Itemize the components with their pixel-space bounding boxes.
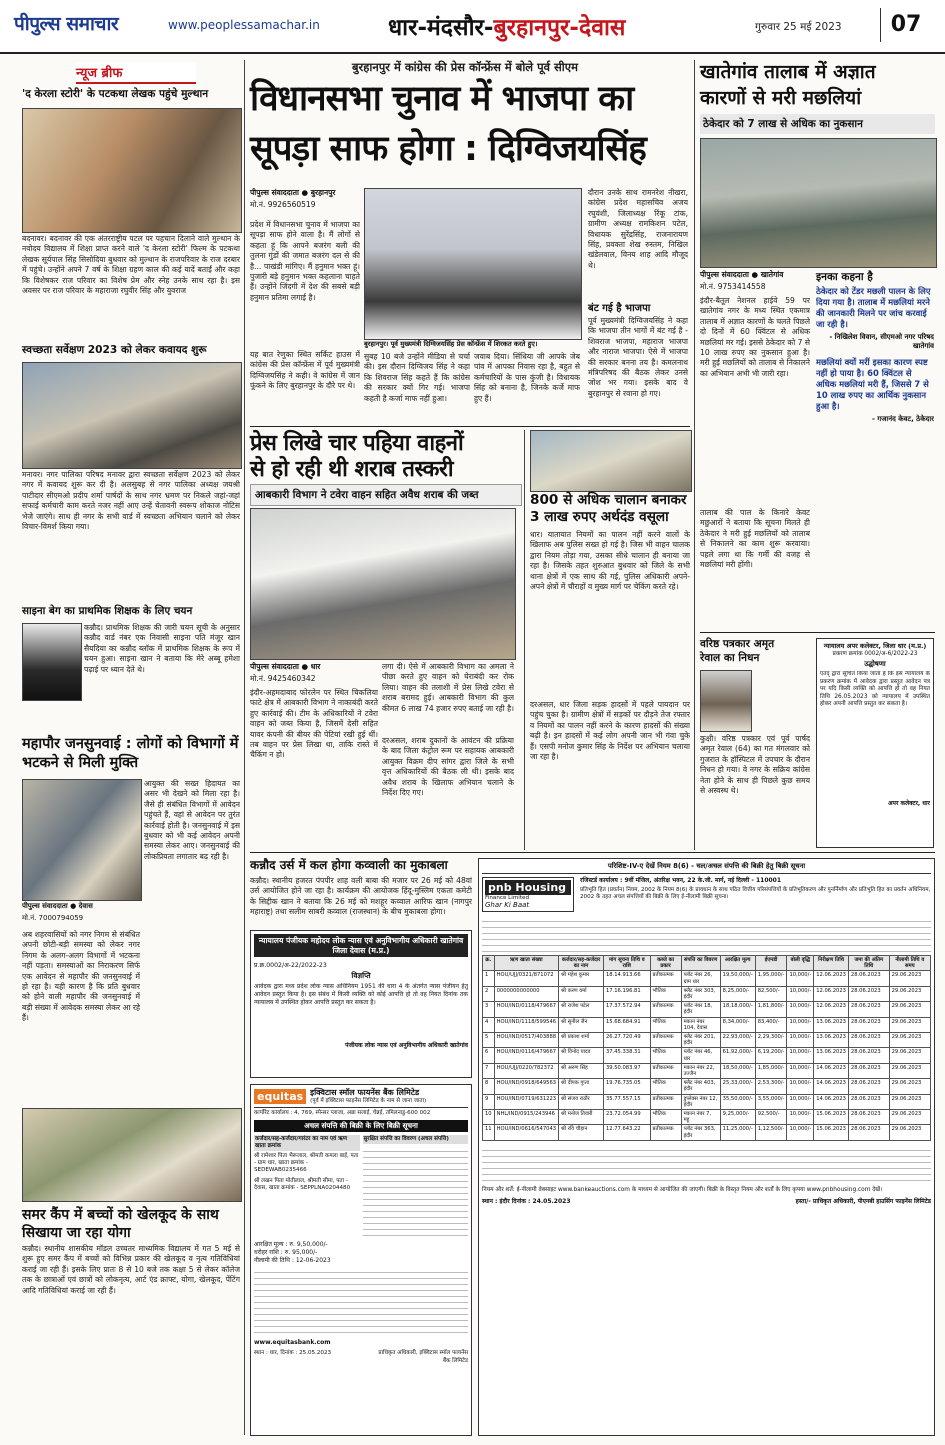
table-cell: 10,000/- — [787, 1110, 814, 1125]
pnb-footer: नियम और शर्तें: ई-नीलामी वेबसाइट www.bankeauctions.com के माध्यम से आयोजित की जाएगी। बिक्री के विस्तृत नियम और शर्तों के लिए कृपया www.pnbhousing.com देखें। — [482, 1186, 883, 1193]
equitas-property-lines — [363, 1146, 469, 1236]
court-notice-title: न्यायालय अपर कलेक्टर, जिला धार (म.प्र.) — [823, 642, 927, 650]
center-divider-2 — [250, 852, 935, 853]
right-body: इंदौर-बैतूल नेशनल हाईवे 59 पर खातेगांव नगर के मध्य स्थित एकमात्र तालाब में अज्ञात कारणों के चलते पिछले दो दिनों में 60 क्विंटल से अधिक मछलियां मर गई। इससे ठेकेदार को 7 से 10 लाख रुपए का नुकसान हुआ है। मरी हुई मछलियों को तालाब से निकालने का अभियान अभी भी जारी रहा। — [700, 296, 810, 378]
table-cell: 17.37.572.94 — [604, 1002, 651, 1017]
table-cell: 29.06.2023 — [889, 1079, 930, 1094]
table-cell: 15.06.2023 — [814, 1110, 849, 1125]
pnb-col-deadline: जमा की अंतिम तिथि — [848, 956, 889, 971]
challan-headline: 800 से अधिक चालान बनाकर 3 लाख रुपए अर्थदंड वसूला — [530, 492, 687, 525]
equitas-place-date: स्थान : धार, दिनांक : 25.05.2023 — [254, 1350, 332, 1356]
table-cell: 28.06.2023 — [848, 986, 889, 1001]
table-cell: HOU/IND/0918/649563 — [494, 1079, 558, 1094]
court-notice-heading: उद्घोषणा — [864, 660, 886, 668]
table-cell: डुप्लेक्स नंबर 12, इंदौर — [681, 1094, 720, 1109]
left-story-2-headline: स्वच्छता सर्वेक्षण 2023 को लेकर कवायद शुरू — [22, 344, 207, 356]
table-cell: 14.06.2023 — [814, 1063, 849, 1078]
table-cell: 19.76.735.05 — [604, 1079, 651, 1094]
table-cell: 15.06.2023 — [814, 1125, 849, 1140]
court-notice — [816, 638, 934, 848]
equitas-ad — [250, 1084, 472, 1436]
right-quote-title: इनका कहना है — [816, 271, 873, 283]
public-trust-notice-body: आवेदक द्वारा मध्य प्रदेश लोक न्यास अधिनियम 1951 की धारा 4 के अंतर्गत न्यास पंजीयन हेतु आवेदन प्रस्तुत किया है। इस संबंध में किसी व्यक्ति को कोई आपत्ति हो तो वह नियत दिनांक तक न्यायालय में उपस्थित होकर आपत्ति प्रस्तुत कर सकता है। — [254, 983, 468, 1006]
table-cell: 28.06.2023 — [848, 1125, 889, 1140]
table-cell: 13.06.2023 — [814, 1017, 849, 1032]
table-cell: HOU/IND/0118/479667 — [494, 1002, 558, 1017]
table-cell: 18,50,000/- — [720, 1063, 755, 1078]
public-trust-notice-case: प्र.क्र.0002/अ-22/2022-23 — [254, 962, 327, 970]
table-cell: 28.06.2023 — [848, 1094, 889, 1109]
equitas-emd: धरोहर राशि : रु. 95,000/- — [254, 1249, 318, 1256]
liquor-subhead: आबकारी विभाग ने टवेरा वाहन सहित अवैध शराब की जब्त — [255, 489, 479, 501]
equitas-col-2-head: सुरक्षित संपत्ति का विवरण (अचल संपत्ति) — [363, 1135, 469, 1144]
table-cell: 29.06.2023 — [889, 971, 930, 986]
news-brief-label: न्यूज ब्रीफ — [76, 66, 123, 81]
table-cell: श्री संजय राठौर — [559, 1094, 604, 1109]
table-row — [483, 1094, 931, 1109]
table-cell: 10,000/- — [787, 1017, 814, 1032]
table-row — [483, 1033, 931, 1048]
table-cell: HOU/IND/0616/547043 — [494, 1125, 558, 1140]
public-trust-notice-sign: पंजीयक लोक न्यास एवं अनुविभागीय अधिकारी खातेगांव — [345, 1042, 468, 1050]
qawwali-body: कन्नौद। स्थानीय हजरत पंपपीर शाह वली बाबा की मजार पर 26 मई को 48वां उर्स आयोजित होने जा रहा है। कार्यक्रम की आयोजक हिंदू-मुस्लिम एकता कमेटी के सिद्दीक खान ने बताया कि 26 मई को मशहूर कव्वाल आरिफ खान (नागपुर महाराष्ट्र) तथा सलीम साबरी कव्वाल (राजस्थान) के बीच मुकाबला होगा। — [250, 876, 472, 917]
table-cell: 10,000/- — [787, 1079, 814, 1094]
table-cell: 12.06.2023 — [814, 971, 849, 986]
table-cell: श्री प्रकाश शर्मा — [559, 1033, 604, 1048]
challan-body-a: धार। यातायात नियमों का पालन नहीं करने वालों के खिलाफ अब पुलिस सख्त हो गई है। जिस भी वाहन चालक द्वारा नियम तोड़ा गया, उसका सीधे चालान ही बनाया जा रहा है। जिसके तहत शुरुआत बुधवार को जिले के सभी थाना क्षेत्रों में एक साथ की गई, पुलिस अधिकारी अपने-अपने क्षेत्रों में चौराहों व मुख्य मार्ग पर चेकिंग करते रहे। — [530, 530, 690, 592]
right-subhead-box — [700, 114, 935, 134]
right-divider — [700, 632, 935, 633]
liquor-headline-2: से हो रही थी शराब तस्करी — [250, 457, 454, 482]
right-quote-1-by: - निखिलेश विवान, सीएमओ नगर परिषद खातेगांव — [829, 333, 934, 350]
table-cell: 1,95,000/- — [755, 971, 787, 986]
lead-body-d: जवाब दिया। सिंधिया जी आपके जेब पांव में आपका निवास रहा है, बहुत से कर्मचारियों के पास कुंजी है। विधायक सिंह को बनाना है, जिनके कर्जे माफ हुए हैं। — [474, 352, 580, 403]
public-trust-notice — [250, 930, 472, 1078]
website-link[interactable]: www.peoplessamachar.in — [168, 18, 320, 32]
journo-headline-2: रेवाल का निधन — [700, 652, 760, 664]
table-cell: 14.06.2023 — [814, 1079, 849, 1094]
table-cell: 29.06.2023 — [889, 1033, 930, 1048]
left-story-4-photo — [22, 779, 142, 901]
table-cell: भौतिक — [650, 1048, 681, 1063]
equitas-auction-date: नीलामी की तिथि : 12-06-2023 — [254, 1257, 331, 1264]
equitas-title: इक्विटास स्मॉल फायनेंस बैंक लिमिटेड — [310, 1088, 420, 1097]
table-cell: 10,000/- — [787, 1002, 814, 1017]
table-cell: HOU/IND/0517/403888 — [494, 1033, 558, 1048]
pnb-table-header-row — [483, 956, 931, 971]
lead-headline-1: विधानसभा चुनाव में भाजपा का — [250, 79, 634, 119]
table-cell: 10,000/- — [787, 971, 814, 986]
left-story-4-reporter-line: पीपुल्स संवाददाता ● देवास — [22, 902, 93, 910]
table-row — [483, 1063, 931, 1078]
journo-portrait — [700, 670, 752, 732]
table-cell: फ्लैट नंबर 201, इंदौर — [681, 1033, 720, 1048]
left-story-3-photo — [22, 623, 82, 701]
table-cell: 3 — [483, 1002, 495, 1017]
table-cell: 83,400/- — [755, 1017, 787, 1032]
left-story-4-headline: महापौर जनसुनवाई : लोगों को विभागों में भटकने से मिली मुक्ति — [22, 736, 239, 771]
equitas-website[interactable]: www.equitasbank.com — [254, 1339, 331, 1346]
pnb-col-auction: नीलामी तिथि व समय — [889, 956, 930, 971]
liquor-subhead-box — [250, 484, 522, 506]
left-column-divider — [244, 60, 245, 1435]
table-cell: 8,25,000/- — [720, 986, 755, 1001]
equitas-header — [254, 1088, 468, 1108]
table-cell: श्री सुनील जैन — [559, 1017, 604, 1032]
table-cell: भौतिक — [650, 1017, 681, 1032]
table-cell: श्री महेश कुमार — [559, 971, 604, 986]
table-cell: श्री राजेश पटेल — [559, 1002, 604, 1017]
table-cell: 82,500/- — [755, 986, 787, 1001]
table-cell: 35,50,000/- — [720, 1094, 755, 1109]
table-cell: 10,000/- — [787, 1033, 814, 1048]
table-cell: प्रतीकात्मक — [650, 1063, 681, 1078]
table-cell: भौतिक — [650, 986, 681, 1001]
right-body-2: तालाब की पाल के किनारे केवट मछुआरों ने बताया कि सूचना मिलते ही ठेकेदार ने मरी हुई मछलियों को तालाब से निकालने का काम शुरू करवाया। पहले लगा था कि गर्मी की वजह से मछलियां मरी होंगी। — [700, 508, 810, 570]
lead-place: बुरहानपुर — [310, 188, 336, 197]
table-row — [483, 1017, 931, 1032]
equitas-entry-2: श्री लखन पिता मोतीलाल, श्रीमती सीमा, पता - देवास, खाता क्रमांक - SEPPLNA0204480 — [254, 1178, 351, 1191]
brand-logo — [14, 10, 164, 36]
edition-date: गुरुवार 25 मई 2023 — [755, 21, 842, 33]
lead-photo-caption: बुरहानपुर। पूर्व मुख्यमंत्री दिग्विजयसिंह प्रेस कॉन्फ्रेंस में शिरकत करते हुए। — [364, 340, 538, 348]
public-trust-notice-heading: विज्ञप्ति — [351, 971, 371, 981]
table-cell: 4 — [483, 1017, 495, 1032]
news-brief-banner — [76, 62, 196, 84]
lead-body-b: यह बात रेणुका स्थित सर्किट हाउस में कांग्रेस की प्रेस कॉन्फ्रेंस में पूर्व मुख्यमंत्री दिग्विजयसिंह ने कही। वे कांग्रेस में जान फूंकने के लिए बुरहानपुर के दौरे पर थे। — [250, 350, 360, 391]
table-cell: 37.45.338.31 — [604, 1048, 651, 1063]
table-cell: 1,81,800/- — [755, 1002, 787, 1017]
right-headline-1: खातेगांव तालाब में अज्ञात — [700, 61, 876, 83]
left-story-4-place: देवास — [78, 902, 93, 910]
left-story-4-reporter: पीपुल्स संवाददाता — [22, 902, 68, 910]
challan-body-b: दरअसल, धार जिला सड़क हादसों में पहले पायदान पर पहुंच चुका है। ग्रामीण क्षेत्रों में सड़कों पर दौड़ने तेज रफ्तार व नियमों का पालन नहीं करने के कारण हादसों की संख्या बढ़ी है। इन हादसों में कई लोग अपनी जान भी गंवा चुके हैं। एसपी मनोज कुमार सिंह के निर्देश पर अभियान चलाया जा रहा है। — [530, 700, 690, 762]
table-cell: 6,19,200/- — [755, 1048, 787, 1063]
table-cell: HOU/IND/1118/599546 — [494, 1017, 558, 1032]
table-cell: फ्लैट नंबर 303, इंदौर — [681, 986, 720, 1001]
table-cell: श्री विनोद यादव — [559, 1048, 604, 1063]
left-story-4-body-a: अब शहरवासियों को नगर निगम से संबंधित अपनी छोटी-बड़ी समस्या को लेकर नगर निगम के अलग-अलग विभागों में भटकना नहीं पड़ता। समस्याओं का निराकरण सिर्फ एक आवेदन से महापौर की जनसुनवाई में हो रहा है। यही कारण है कि प्रति बुधवार को होने वाली महापौर की जनसुनवाई में बड़ी संख्या में आवेदक समस्या लेकर आ रहे हैं। — [22, 930, 140, 1023]
table-cell: मकान नंबर 104, देवास — [681, 1017, 720, 1032]
qawwali-headline: कन्नौद उर्स में कल होगा कव्वाली का मुकाबला — [250, 858, 448, 872]
left-story-5-headline: समर कैंप में बच्चों को खेलकूद के साथ सिखाया जा रहा योगा — [22, 1207, 219, 1241]
table-cell: मकान नंबर 22, उज्जैन — [681, 1063, 720, 1078]
table-cell: श्री अरुण सिंह — [559, 1063, 604, 1078]
lead-headline-2: सूपड़ा साफ होगा : दिग्विजयसिंह — [250, 129, 646, 169]
table-cell: 11,25,000/- — [720, 1125, 755, 1140]
pnb-appendix: परिशिष्ट-IV-ए देखें नियम 8(6) - चल/अचल संपत्ति की बिक्री हेतु बिक्री सूचना — [482, 862, 931, 874]
table-cell: 39.50.083.97 — [604, 1063, 651, 1078]
table-cell: प्रतीकात्मक — [650, 971, 681, 986]
equitas-entry-1: श्री रामेश्वर पिता भैरूलाल, श्रीमती कमला बाई, पता - ग्राम धार, खाता क्रमांक - SEDEWAB0235466 — [254, 1153, 359, 1173]
table-cell: 10,000/- — [787, 1094, 814, 1109]
left-story-5-body: कन्नौद। स्थानीय शासकीय मॉडल उच्चतर माध्यमिक विद्यालय में गत 5 मई से शुरू हुए समर कैंप में बच्चों को विभिन्न प्रकार की खेलकूद व नृत्य गतिविधियां कराई जा रही हैं। इसके लिए प्रातः 8 से 10 बजे तक कक्षा 5 से लेकर कॉलेज तक के छात्राओं एवं छात्रों को लोकनृत्य, आर्ट एंड क्राफ्ट, योगा, खेलकूद, पेंटिंग आदि गतिविधियां कराई जा रही हैं। — [22, 1244, 240, 1295]
table-cell: 5 — [483, 1033, 495, 1048]
journo-headline-1: वरिष्ठ पत्रकार अमृत — [700, 638, 775, 650]
equitas-reserve: आरक्षित मूल्य : रु. 9,50,000/- — [254, 1241, 328, 1248]
pnb-table-body — [483, 971, 931, 1140]
table-cell: 3,55,000/- — [755, 1094, 787, 1109]
table-cell: 12.77.643.22 — [604, 1125, 651, 1140]
table-cell: 25,33,000/- — [720, 1079, 755, 1094]
equitas-terms-lines — [254, 1267, 468, 1337]
table-cell: 18,18,000/- — [720, 1002, 755, 1017]
table-cell: मकान नंबर 7, महू — [681, 1110, 720, 1125]
journo-body: कुक्षी। वरिष्ठ पत्रकार एवं पूर्व पार्षद अमृत रेवाल (64) का गत मंगलवार को गुजरात के हॉस्पिटल में उपचार के दौरान निधन हो गया। वे नगर के सक्रिय कांग्रेस नेता होने के साथ ही पिछले कुछ समय से अस्वस्थ थे। — [700, 734, 810, 796]
left-story-5-photo — [22, 1108, 242, 1202]
pnb-col-demand: मांग सूचना तिथि व राशि — [604, 956, 651, 971]
table-cell: HOU/IND/0116/479667 — [494, 1048, 558, 1063]
table-cell: श्री मनोज तिवारी — [559, 1110, 604, 1125]
table-cell: श्री दीपक गुप्ता — [559, 1079, 604, 1094]
table-row — [483, 986, 931, 1001]
table-cell: 92,500/- — [755, 1110, 787, 1125]
table-row — [483, 1110, 931, 1125]
table-row — [483, 1002, 931, 1017]
center-right-divider — [694, 60, 695, 850]
center-divider-1 — [250, 426, 690, 427]
center-vertical-divider — [524, 430, 525, 850]
table-cell: 8 — [483, 1079, 495, 1094]
page-number: 07 — [890, 12, 922, 37]
brand-name: पीपुल्स समाचार — [14, 13, 119, 35]
table-cell: 61,92,000/- — [720, 1048, 755, 1063]
table-cell: 23.72.054.99 — [604, 1110, 651, 1125]
table-cell: 35.77.557.15 — [604, 1094, 651, 1109]
public-trust-notice-title: न्यायालय पंजीयक महोदय लोक न्यास एवं अनुविभागीय अधिकारी खातेगांव जिला देवास (म.प्र.) — [254, 934, 468, 957]
lead-side-body-2: पूर्व मुख्यमंत्री दिग्विजयसिंह ने कहा कि भाजपा तीन भागों में बंट गई है - शिवराज भाजपा, महाराज भाजपा और नाराज भाजपा। ऐसे में भाजपा की सरकार बनना तय है। कमलनाथ मंत्रिपरिषद की बैठक लेकर उनसे जोश भर गया। इसके बाद वे बुरहानपुर से रवाना हो गए। — [588, 316, 688, 398]
table-cell: 9 — [483, 1094, 495, 1109]
table-row — [483, 1125, 931, 1140]
liquor-headline-1: प्रेस लिखे चार पहिया वाहनों — [250, 431, 464, 456]
right-reporter: पीपुल्स संवाददाता — [700, 270, 749, 279]
table-cell: 10,000/- — [787, 1063, 814, 1078]
lead-body-c: सुबह 10 बजे उन्होंने मीडिया से चर्चा की। इस दौरान दिग्विजय सिंह ने कहा कि शिवराज सिंह कहते हैं कि कांग्रेस की सरकार क्यों गिर गई। भाजपा कहती है कर्जा माफ नहीं हुआ। — [364, 352, 470, 403]
right-place: खातेगांव — [760, 270, 784, 279]
left-story-1-photo — [22, 108, 242, 233]
table-cell: 29.06.2023 — [889, 1094, 930, 1109]
pnb-logo: pnb Housing — [485, 880, 571, 895]
court-notice-subtitle: प्रकरण क्रमांक 0002/अ-6/2022-23 — [832, 651, 918, 657]
lead-reporter-line: पीपुल्स संवाददाता ● बुरहानपुर — [250, 188, 336, 197]
pnb-logo-block — [482, 877, 574, 912]
pnb-col-property: संपत्ति का विवरण — [681, 956, 720, 971]
pnb-place-date: स्थान : इंदौर दिनांक : 24.05.2023 — [482, 1198, 571, 1206]
table-cell: 29.06.2023 — [889, 1063, 930, 1078]
pnb-col-reserve: आरक्षित मूल्य — [720, 956, 755, 971]
pnb-tagline: Ghar Ki Baat — [485, 901, 530, 909]
table-cell: 13.06.2023 — [814, 1048, 849, 1063]
table-cell: 12.06.2023 — [814, 1002, 849, 1017]
masthead — [0, 0, 945, 54]
equitas-col-1-head: कर्जदार/सह-कर्जदार/गारंटर का नाम एवं ऋण खाता क्रमांक — [254, 1135, 360, 1151]
table-cell: 29.06.2023 — [889, 986, 930, 1001]
equitas-address: कार्पोरेट कार्यालय : 4, 769, स्पेन्सर प्लाजा, अन्ना सलाई, चेन्नई, तमिलनाडु-600 002 — [254, 1110, 431, 1116]
table-cell: 8,34,000/- — [720, 1017, 755, 1032]
table-cell: भौतिक — [650, 1110, 681, 1125]
left-story-4-mobile: मो.नं. 7000794059 — [22, 914, 84, 922]
pnb-sign: हस्ता/- प्राधिकृत अधिकारी, पीएनबी हाउसिंग फाइनेंस लिमिटेड — [795, 1198, 931, 1206]
table-cell: 29.06.2023 — [889, 1002, 930, 1017]
lead-body-a: प्रदेश में विधानसभा चुनाव में भाजपा का सूपड़ा साफ होने वाला है। मैं लोगों से कहता हूं कि आपने बजरंग बली की तुलना गुंडों की जमात बजरंग दल से की है... पाखंडी मांगिए। मैं हनुमान भक्त हूं। पुजारी बड़े हनुमान भक्त कहलाना चाहते हैं। उन्होंने जिंदगी में देश की सबसे बड़ी हनुमान प्रतिमा लगाई है। — [250, 220, 360, 302]
right-reporter-line: पीपुल्स संवाददाता ● खातेगांव — [700, 270, 784, 279]
liquor-reporter: पीपुल्स संवाददाता — [250, 662, 299, 671]
table-cell: 29.06.2023 — [889, 1110, 930, 1125]
lead-side-body: दौरान उनके साथ रामनरेश नीखरा, कांग्रेस प्रदेश महासचिव अजय रघुवंशी, जिलाध्यक्ष रिंकू टांक, ग्रामीण अध्यक्ष रामकिशन पटेल, विधायक सुरेंद्रसिंह, राजनारायण सिंह, प्रवक्ता शेख रुस्तम, निखिल खंडेलवाल, विनय शाह आदि मौजूद थे। — [588, 188, 688, 270]
table-cell: 6 — [483, 1048, 495, 1063]
left-story-1-headline: 'द केरला स्टोरी' के पटकथा लेखक पहुंचे मुल्थान — [22, 88, 209, 100]
lead-bold-subhead: बंट गई है भाजपा — [588, 303, 651, 314]
table-cell: प्लॉट नंबर 363, इंदौर — [681, 1125, 720, 1140]
right-quote-box — [816, 286, 934, 624]
table-cell: प्लॉट नंबर 46, धार — [681, 1048, 720, 1063]
pnb-terms-lines — [482, 1145, 931, 1185]
table-cell: प्रतीकात्मक — [650, 1125, 681, 1140]
table-cell: प्लॉट नंबर 18, इंदौर — [681, 1002, 720, 1017]
table-cell: 10,000/- — [787, 986, 814, 1001]
right-quote-1: ठेकेदार को टेंडर मछली पालन के लिए दिया गया है। तालाब में मछलियां मरने की जानकारी मिलने पर जांच करवाई जा रही है। — [816, 286, 931, 329]
pnb-address: रजिस्टर्ड कार्यालय : 9वीं मंजिल, अंतरिक्ष भवन, 22 के.जी. मार्ग, नई दिल्ली - 110001 — [580, 877, 782, 884]
table-cell: 2 — [483, 986, 495, 1001]
table-cell: 28.06.2023 — [848, 1063, 889, 1078]
challan-photo — [530, 430, 692, 492]
left-story-3-headline: साइना बेग का प्राथमिक शिक्षक के लिए चयन — [22, 605, 193, 617]
equitas-footer — [254, 1348, 468, 1364]
table-cell: 12.06.2023 — [814, 986, 849, 1001]
table-cell: 10,000/- — [787, 1125, 814, 1140]
equitas-subtitle: (पूर्व में इक्विटास फाइनेंस लिमिटेड के नाम से जाना जाता) — [310, 1098, 427, 1104]
pnb-col-borrower: कर्जदार/सह-कर्जदार का नाम — [559, 956, 604, 971]
table-cell: 7 — [483, 1063, 495, 1078]
liquor-mobile: मो.नं. 9425460342 — [250, 674, 316, 683]
right-subhead: ठेकेदार को 7 लाख से अधिक का नुकसान — [703, 118, 863, 130]
left-story-4-body-b: आयुक्त की सख्त हिदायत का असर भी देखने को मिला रहा है। जैसे ही संबंधित विभागों में आवेदन पहुंचते हैं, वहां से आवेदन पर तुरंत कार्रवाई होती है। जनसुनवाई में इस बुधवार को भी कई आवेदन अपनी समस्या लेकर आए। जनसुनवाई की लोकप्रियता लगातार बढ़ रही है। — [144, 779, 240, 861]
pnb-col-possession: कब्जे का प्रकार — [650, 956, 681, 971]
table-cell: श्री रवि चौहान — [559, 1125, 604, 1140]
table-cell: 28.06.2023 — [848, 1110, 889, 1125]
right-pond-photo — [700, 138, 937, 268]
edition-title — [388, 10, 625, 42]
table-cell: 28.06.2023 — [848, 1002, 889, 1017]
table-cell: 18.14.913.66 — [604, 971, 651, 986]
left-story-1-body: बदनावर। बदनावर की एक अंतरराष्ट्रीय पटल पर पहचान दिलाने वाले मुल्थान के नवोदय विद्यालय में शिक्षा प्राप्त करने वाले 'द केरला स्टोरी' फिल्म के पटकथा लेखक सूर्यपाल सिंह सिसोदिया बुधवार को मुल्थान के राजपरिवार के राज दरबार में पहुंचे। उन्होंने अपने 7 वर्ष के शिक्षा ग्रहण काल की कई यादें बताईं और कहा कि विशेषकर राज परिवार का विशेष प्रेम और स्नेह उनके साथ रहा है। इस अवसर पर राज परिवार के महाराजा रघुवीर सिंह और युवराज — [22, 234, 240, 296]
table-cell: फ्लैट नंबर 403, इंदौर — [681, 1079, 720, 1094]
table-cell: श्री करण वर्मा — [559, 986, 604, 1001]
table-cell: 13.06.2023 — [814, 1033, 849, 1048]
table-cell: 9,25,000/- — [720, 1110, 755, 1125]
table-cell: 17.16.196.81 — [604, 986, 651, 1001]
lead-kicker: बुरहानपुर में कांग्रेस की प्रेस कॉन्फ्रेंस में बोले पूर्व सीएम — [351, 60, 579, 74]
court-notice-sign: अपर कलेक्टर, धार — [887, 800, 930, 807]
table-cell: प्रतीकात्मक — [650, 1033, 681, 1048]
table-cell: 1 — [483, 971, 495, 986]
pnb-intro: प्रतिभूति हित (प्रवर्तन) नियम, 2002 के नियम 8(6) के प्रावधान के साथ पठित वित्तीय परिसंपत्तियों के प्रतिभूतिकरण और पुनर्निर्माण और प्रतिभूति हित का प्रवर्तन अधिनियम, 2002 के तहत अचल संपत्तियों की बिक्री के लिए ई-नीलामी बिक्री सूचना। — [580, 887, 931, 900]
pnb-auction-table — [482, 955, 931, 1141]
equitas-columns — [254, 1135, 468, 1236]
pnb-col-loan: ऋण खाता संख्या — [494, 956, 558, 971]
equitas-section-title: अचल संपत्ति की बिक्री के लिए बिक्री सूचना — [254, 1120, 468, 1132]
table-cell: 11 — [483, 1125, 495, 1140]
pnb-housing-ad — [478, 858, 935, 1436]
equitas-sign: प्राधिकृत अधिकारी, इक्विटास स्मॉल फायनेंस बैंक लिमिटेड — [378, 1350, 468, 1364]
table-cell: 14.06.2023 — [814, 1094, 849, 1109]
equitas-logo: equitas — [254, 1089, 306, 1104]
left-story-2-photo — [22, 362, 242, 469]
table-cell: प्लॉट नंबर 26, ग्राम धार — [681, 971, 720, 986]
table-cell: HOU/UJJ/0321/871072 — [494, 971, 558, 986]
table-cell: 2,53,300/- — [755, 1079, 787, 1094]
pnb-col-emd: ईएमडी — [755, 956, 787, 971]
table-cell: 28.06.2023 — [848, 1079, 889, 1094]
liquor-body-c: दरअसल, शराब दुकानों के आवंटन की प्रक्रिया के बाद जिला कंट्रोल रूम पर सहायक आबकारी आयुक्त विक्रम दीप सांगर द्वारा जिले के सभी वृत्त अधिकारियों की बैठक ली थी। इसके बाद अवैध शराब के खिलाफ अभियान चलाने के निर्देश दिए गए। — [382, 736, 514, 798]
table-cell: 29.06.2023 — [889, 1125, 930, 1140]
left-story-3-body: कन्नौद। प्राथमिक शिक्षक की जारी चयन सूची के अनुसार कन्नौद वार्ड नंबर एक निवासी साइना पति मंजूर खान सैयदिया का कन्नौद ब्लॉक में प्राथमिक शिक्षक के रूप में चयन हुआ। साइना खान ने बताया कि मेरे अब्बू हमेशा पढ़ाई पर ध्यान देते थे। — [84, 623, 240, 674]
table-cell: 29.06.2023 — [889, 1017, 930, 1032]
table-cell: प्रतीकात्मक — [650, 1002, 681, 1017]
liquor-body-a: इंदौर-अहमदाबाद फोरलेन पर स्थित चिकलिया फाटे क्षेत्र में आबकारी विभाग ने नाकाबंदी करते हुए कार्रवाई की। टीम के अधिकारियों ने टवेरा वाहन को जब्त किया है, जिसमें देसी सहित यावर कंपनी की बीयर की पेटियां रखी हुई थीं। तब वाहन पर प्रेस लिखा था, ताकि रास्ते में चैकिंग न हो। — [250, 688, 378, 760]
table-cell: 10 — [483, 1110, 495, 1125]
table-cell: 2,29,300/- — [755, 1033, 787, 1048]
liquor-seizure-photo — [250, 508, 516, 660]
lead-press-conference-photo — [364, 188, 582, 340]
table-row — [483, 1079, 931, 1094]
court-notice-body: एतद् द्वारा सूचित किया जाता है कि इस न्यायालय के प्रकरण क्रमांक में आवेदक द्वारा प्रस्तुत आवेदन पत्र पर यदि किसी व्यक्ति को आपत्ति हो तो वह नियत तिथि 26.05.2023 को न्यायालय में उपस्थित होकर अपनी आपत्ति प्रस्तुत कर सकता है। — [820, 671, 930, 708]
pnb-header — [482, 877, 931, 912]
table-cell: HOU/UJJ/0220/782372 — [494, 1063, 558, 1078]
table-cell: HOU/IND/0719/631223 — [494, 1094, 558, 1109]
table-cell: 28.06.2023 — [848, 1048, 889, 1063]
table-cell: 28.06.2023 — [848, 1033, 889, 1048]
table-cell: 1,12,500/- — [755, 1125, 787, 1140]
right-mobile: मो.नं. 9753414558 — [700, 282, 766, 291]
pnb-col-sno: क्र. — [483, 956, 495, 971]
lead-reporter: पीपुल्स संवाददाता — [250, 188, 299, 197]
pnb-sign-row — [482, 1197, 931, 1205]
table-cell: 22,93,000/- — [720, 1033, 755, 1048]
table-cell: प्रतीकात्मक — [650, 1094, 681, 1109]
table-cell: 26.27.720.49 — [604, 1033, 651, 1048]
table-cell: 28.06.2023 — [848, 971, 889, 986]
right-quote-2-by: - गजानंद केवट, ठेकेदार — [871, 415, 934, 423]
table-cell: 29.06.2023 — [889, 1048, 930, 1063]
edition-title-red: बुरहानपुर-देवास — [493, 15, 626, 41]
pnb-col-increment: बोली वृद्धि — [787, 956, 814, 971]
table-cell: 15.68.684.91 — [604, 1017, 651, 1032]
table-cell: 0000000000000 — [494, 986, 558, 1001]
table-cell: 1,85,000/- — [755, 1063, 787, 1078]
right-headline-2: कारणों से मरी मछलियां — [700, 87, 862, 109]
table-cell: भौतिक — [650, 1079, 681, 1094]
table-cell: 19,50,000/- — [720, 971, 755, 986]
table-cell: 28.06.2023 — [848, 1017, 889, 1032]
table-row — [483, 1048, 931, 1063]
liquor-place: धार — [310, 662, 321, 671]
pnb-logo-sub: Finance Limited — [485, 895, 530, 901]
right-quote-2: मछलियां क्यों मरीं इसका कारण स्पष्ट नहीं हो पाया है। 60 क्विंटल से अधिक मछलियां मरी हैं, जिससे 7 से 10 लाख रुपए का आर्थिक नुकसान हुआ है। — [816, 357, 929, 411]
pnb-col-inspection: निरीक्षण तिथि — [814, 956, 849, 971]
edition-title-black: धार-मंदसौर- — [388, 15, 494, 41]
lead-mobile: मो.नं. 9926560519 — [250, 200, 316, 209]
left-story-2-body: मनावर। नगर पालिका परिषद मनावर द्वारा स्वच्छता सर्वेक्षण 2023 को लेकर नगर में कवायद शुरू कर दी है। अलसुबह से नगर पालिका अध्यक्ष जयश्री पाटीदार सीएमओ प्रदीप शर्मा पार्षदों के साथ नगर भ्रमण पर निकले जहां-जहां सफाई कर्मचारी काम करते नजर नहीं आए उन्हें चेतावनी स्वरूप शोकाज नोटिस भेजे जाएंगे। साथ ही नगर के सभी वार्ड में स्वच्छता अभियान चलाने को लेकर विचार-विमर्श किया गया। — [22, 470, 240, 532]
table-row — [483, 971, 931, 986]
table-cell: 10,000/- — [787, 1048, 814, 1063]
liquor-body-b: लगा दी। ऐसे में आबकारी विभाग का अमला ने पीछा करते हुए वाहन को घेराबंदी कर रोक लिया। वाहन की तलाशी में प्रेस लिखे टवेरा से शराब बरामद हुई। आबकारी विभाग की कुल कीमत 6 लाख 74 हजार रुपए बताई जा रही है। — [382, 662, 514, 713]
liquor-reporter-line: पीपुल्स संवाददाता ● धार — [250, 662, 321, 671]
pnb-preamble-lines — [482, 916, 931, 952]
table-cell: NHL/IND/0915/243946 — [494, 1110, 558, 1125]
page-number-box — [880, 8, 931, 42]
